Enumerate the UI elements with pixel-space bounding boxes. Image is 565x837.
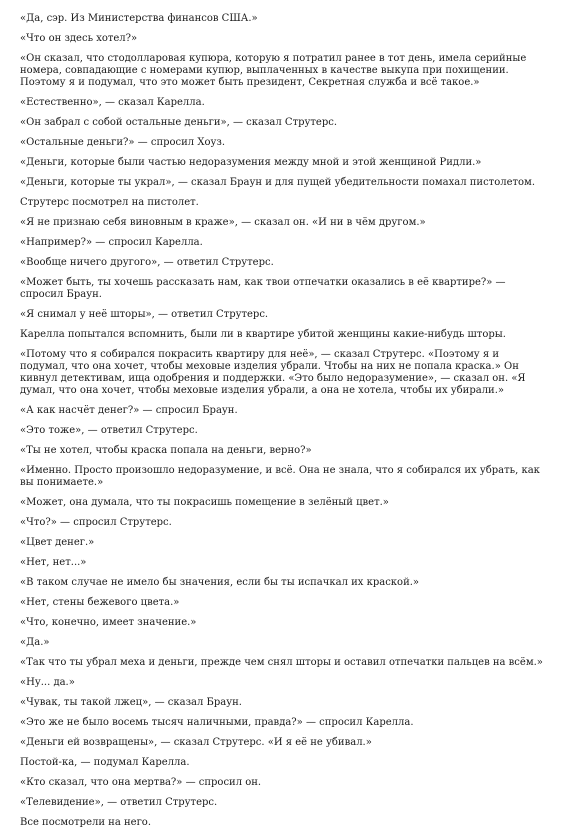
paragraph: «Остальные деньги?» — спросил Хоуз.	[20, 137, 225, 148]
paragraph: «Может быть, ты хочешь рассказать нам, как твои отпечатки оказались в её квартире?» — спросил Браун.	[20, 277, 506, 300]
paragraph: «Я снимал у неё шторы», — ответил Струтерс.	[20, 309, 269, 320]
paragraph: «Да, сэр. Из Министерства финансов США.»	[20, 13, 258, 24]
paragraph: «Ты не хотел, чтобы краска попала на деньги, верно?»	[20, 445, 312, 456]
paragraph: «Деньги, которые были частью недоразумения между мной и этой женщиной Ридли.»	[20, 157, 482, 168]
paragraph: «В таком случае не имело бы значения, если бы ты испачкал их краской.»	[20, 577, 420, 588]
paragraph: «А как насчёт денег?» — спросил Браун.	[20, 405, 238, 416]
paragraph: «Он забрал с собой остальные деньги», — сказал Струтерс.	[20, 117, 338, 128]
paragraph: Постой-ка, — подумал Карелла.	[20, 757, 190, 768]
paragraph: «Это тоже», — ответил Струтерс.	[20, 425, 198, 436]
paragraph: «Нет, нет...»	[20, 557, 87, 568]
paragraph: «Нет, стены бежевого цвета.»	[20, 597, 180, 608]
paragraph: «Ну... да.»	[20, 677, 75, 688]
paragraph: «Цвет денег.»	[20, 537, 95, 548]
paragraph: «Да.»	[20, 637, 50, 648]
paragraph: Струтерс посмотрел на пистолет.	[20, 197, 199, 208]
paragraph: «Вообще ничего другого», — ответил Струтерс.	[20, 257, 274, 268]
paragraph: «Чувак, ты такой лжец», — сказал Браун.	[20, 697, 242, 708]
paragraph: «Это же не было восемь тысяч наличными, правда?» — спросил Карелла.	[20, 717, 414, 728]
paragraph: «Что, конечно, имеет значение.»	[20, 617, 197, 628]
paragraph: «Естественно», — сказал Карелла.	[20, 97, 205, 108]
paragraph: «Именно. Просто произошло недоразумение, и всё. Она не знала, что я собирался их убрать, как вы понимаете.»	[20, 465, 540, 488]
paragraph: «Что?» — спросил Струтерс.	[20, 517, 172, 528]
paragraph: «Может, она думала, что ты покрасишь помещение в зелёный цвет.»	[20, 497, 389, 508]
paragraph: «Телевидение», — ответил Струтерс.	[20, 797, 218, 808]
paragraph: «Например?» — спросил Карелла.	[20, 237, 203, 248]
paragraph: «Я не признаю себя виновным в краже», — сказал он. «И ни в чём другом.»	[20, 217, 426, 228]
paragraph: Все посмотрели на него.	[20, 817, 152, 828]
document-page	[20, 13, 550, 837]
paragraph: Карелла попытался вспомнить, были ли в квартире убитой женщины какие-нибудь шторы.	[20, 329, 506, 340]
paragraph: «Потому что я собирался покрасить квартиру для неё», — сказал Струтерс. «Поэтому я и подумал, что она хочет, чтобы меховые изделия убрали. Чтобы на них не попала краска.» Он кивнул детективам, ища одобрения и поддержки. «Это было недоразумение», — сказал он. «Я думал, что она хочет, чтобы меховые изделия убрали, а она не хотела, чтобы их убирали.»	[20, 349, 526, 396]
paragraph: «Он сказал, что стодолларовая купюра, которую я потратил ранее в тот день, имела серийные номера, совпадающие с номерами купюр, выплаченных в качестве выкупа при похищении. Поэтому я и подумал, что это может быть президент, Секретная служба и всё такое.»	[20, 53, 527, 88]
paragraph: «Деньги ей возвращены», — сказал Струтерс. «И я её не убивал.»	[20, 737, 372, 748]
paragraph: «Деньги, которые ты украл», — сказал Браун и для пущей убедительности помахал пистолетом.	[20, 177, 536, 188]
paragraph: «Так что ты убрал меха и деньги, прежде чем снял шторы и оставил отпечатки пальцев на всём.»	[20, 657, 543, 668]
paragraph: «Что он здесь хотел?»	[20, 33, 138, 44]
paragraph: «Кто сказал, что она мертва?» — спросил он.	[20, 777, 262, 788]
